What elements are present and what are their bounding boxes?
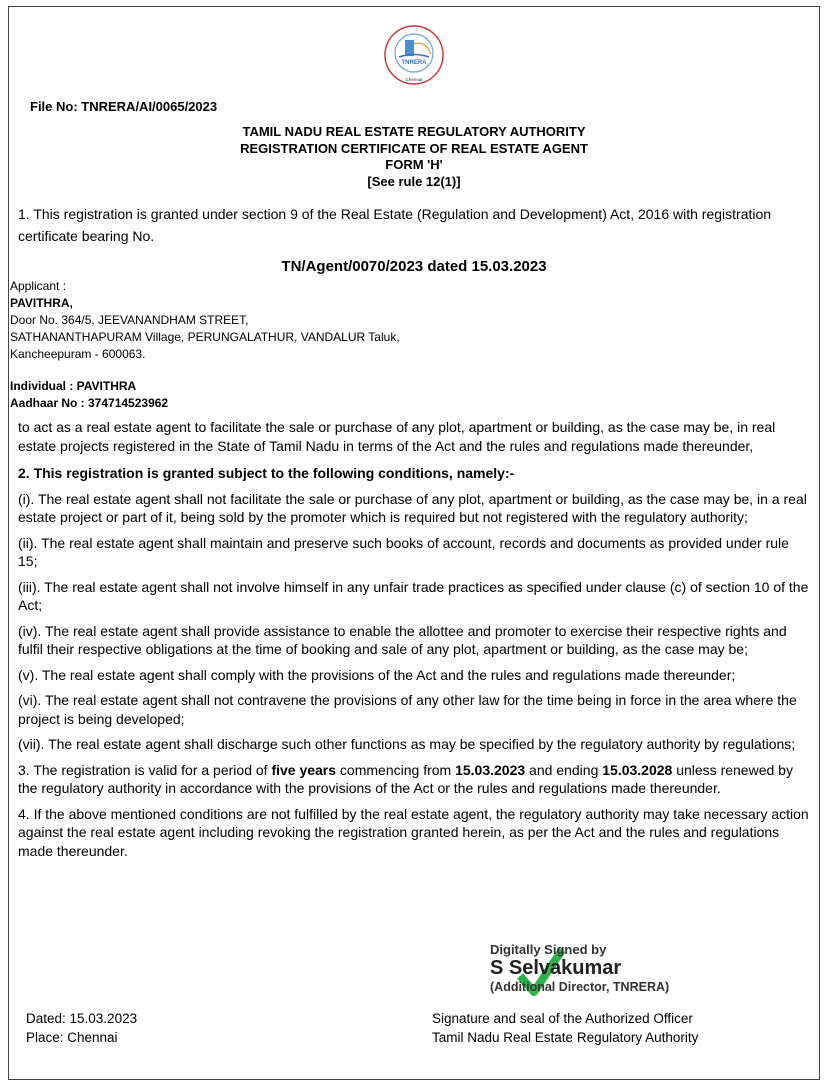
signer-role: (Additional Director, TNRERA) (490, 980, 670, 994)
signer-name: S Selvakumar (490, 957, 622, 979)
svg-text:TNRERA: TNRERA (401, 60, 427, 66)
aadhaar-number: Aadhaar No : 374714523962 (10, 396, 169, 410)
condition-item: (vii). The real estate agent shall discharge such other functions as may be specified by the regulatory authority by regulations; (18, 736, 796, 752)
authority-name: Tamil Nadu Real Estate Regulatory Authority (432, 1030, 699, 1045)
place: Place: Chennai (26, 1030, 118, 1045)
condition-item: (iv). The real estate agent shall provide assistance to enable the allottee and promoter to exercise their respective rights and fulfil their respective obligations at the time of booking and sale of any plot, apartment or building, as the case may be; (18, 622, 787, 657)
tnrera-logo (383, 24, 445, 86)
individual-block (10, 378, 168, 412)
authorized-officer-block (432, 1009, 698, 1047)
condition-item: (ii). The real estate agent shall maintain and preserve such books of account, records and documents as provided under rule 15; (18, 534, 789, 569)
validity-text: and ending (525, 761, 603, 778)
grant-paragraph: 1. This registration is granted under section 9 of the Real Estate (Regulation and Development) Act, 2016 with registration certificate bearing No. (18, 206, 772, 244)
signed-by-label: Digitally Signed by (490, 942, 607, 957)
date-place-block (26, 1009, 137, 1047)
validity-text: commencing from (336, 761, 456, 778)
validity-text: 3. The registration is valid for a period of (18, 761, 272, 778)
condition-item: (vi). The real estate agent shall not contravene the provisions of any other law for the time being in force in the area where the project is being developed; (18, 692, 797, 727)
signature-label: Signature and seal of the Authorized Officer (432, 1011, 693, 1026)
individual-name: Individual : PAVITHRA (10, 379, 137, 393)
validity-text: unless renewed by the regulatory authority in accordance with the provisions of the Act or the rules and regulations made thereunder. (18, 761, 793, 796)
file-number: File No: TNRERA/AI/0065/2023 (30, 99, 218, 114)
form-title: FORM 'H' (385, 157, 443, 173)
applicant-block (10, 278, 400, 363)
authority-title: TAMIL NADU REAL ESTATE REGULATORY AUTHORITY (242, 124, 586, 139)
address-line: Kancheepuram - 600063. (10, 347, 146, 361)
conditions-heading: 2. This registration is granted subject to the following conditions, namely:- (18, 465, 515, 481)
applicant-label: Applicant : (10, 279, 67, 293)
svg-text:Chennai: Chennai (405, 77, 423, 82)
revocation-paragraph: 4. If the above mentioned conditions are not fulfilled by the real estate agent, the regulatory authority may take necessary action against the real estate agent including revoking the registration granted herein, as per the Act and the rules and regulations made thereunder. (18, 805, 809, 859)
condition-item: (iii). The real estate agent shall not involve himself in any unfair trade practices as specified under clause (c) of section 10 of the Act; (18, 578, 809, 613)
dated: Dated: 15.03.2023 (26, 1011, 138, 1026)
certificate-body (18, 418, 812, 867)
condition-item: (v). The real estate agent shall comply with the provisions of the Act and the rules and regulations made thereunder; (18, 666, 736, 683)
address-line: SATHANANTHAPURAM Village, PERUNGALATHUR, VANDALUR Taluk, (10, 330, 400, 344)
condition-item: (i). The real estate agent shall not facilitate the sale or purchase of any plot, apartment or building, as the case may be, in a real estate project or part of it, being sold by the promoter which is required but not registered with the regulatory authority; (18, 490, 807, 525)
certificate-titles (0, 124, 828, 191)
registration-number: TN/Agent/0070/2023 dated 15.03.2023 (281, 258, 547, 275)
applicant-name: PAVITHRA, (10, 296, 73, 310)
rule-reference: [See rule 12(1)] (367, 174, 461, 190)
digital-signature (488, 940, 718, 1002)
certificate-title: REGISTRATION CERTIFICATE OF REAL ESTATE AGENT (240, 140, 588, 156)
end-date: 15.03.2028 (602, 761, 673, 778)
start-date: 15.03.2023 (455, 761, 526, 778)
validity-period: five years (271, 761, 337, 778)
purpose-paragraph: to act as a real estate agent to facilitate the sale or purchase of any plot, apartment or building, as the case may be, in real estate projects registered in the State of Tamil Nadu in terms of the Act and the rules and regulations made thereunder, (18, 419, 776, 454)
address-line: Door No. 364/5, JEEVANANDHAM STREET, (10, 313, 249, 327)
validity-paragraph (18, 761, 812, 798)
